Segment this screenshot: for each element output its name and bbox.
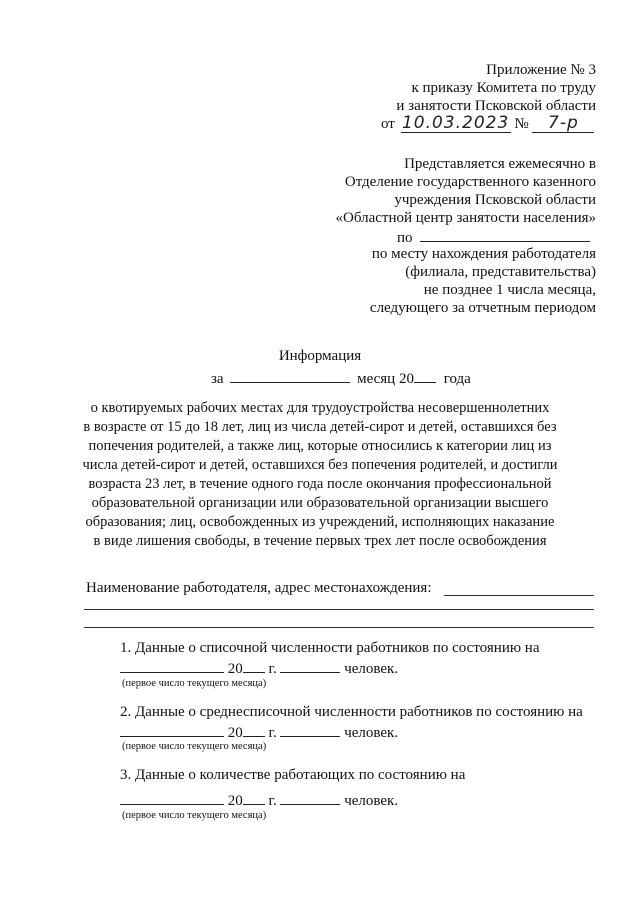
item-2-title: 2. Данные о среднесписочной численности работников по состоянию на xyxy=(120,704,583,720)
desc-line-3: попечения родителей, а также лиц, которые относились к категории лиц из xyxy=(88,438,552,454)
za-label: за xyxy=(211,371,224,387)
from-label: от xyxy=(381,116,395,132)
item-1-year-label: 20 xyxy=(227,661,243,677)
item-3-year-blank[interactable] xyxy=(243,790,265,805)
item-3-fill-line xyxy=(120,790,398,810)
item-2-g-label: г. xyxy=(268,725,277,741)
item-3-g-label: г. xyxy=(268,793,277,809)
item-3-count-blank[interactable] xyxy=(280,790,340,805)
item-1-g-label: г. xyxy=(268,661,277,677)
desc-line-8: в виде лишения свободы, в течение первых трех лет после освобождения xyxy=(93,533,547,549)
item-3-date-blank[interactable] xyxy=(120,790,224,805)
handwritten-number: 7-р xyxy=(532,115,594,133)
appendix-date-line xyxy=(381,115,594,133)
desc-line-1: о квотируемых рабочих местах для трудоустройства несовершеннолетних xyxy=(90,400,550,416)
item-3-people-label: человек. xyxy=(344,793,399,809)
item-1-count-blank[interactable] xyxy=(280,658,340,673)
employer-label: Наименование работодателя, адрес местонахождения: xyxy=(86,580,432,596)
desc-line-5: возраста 23 лет, в течение одного года после окончания профессиональной xyxy=(88,476,552,492)
submission-line-2: Отделение государственного казенного xyxy=(344,174,596,190)
item-3-title: 3. Данные о количестве работающих по состоянию на xyxy=(120,767,466,783)
submission-line-1: Представляется ежемесячно в xyxy=(404,156,596,172)
item-1-date-blank[interactable] xyxy=(120,658,224,673)
item-1-fill-line xyxy=(120,658,398,678)
appendix-line-1: Приложение № 3 xyxy=(486,62,596,78)
po-label: по xyxy=(397,230,413,246)
submission-po-line xyxy=(397,227,590,247)
item-2-year-label: 20 xyxy=(227,725,243,741)
item-1-note: (первое число текущего месяца) xyxy=(122,678,267,689)
item-3-year-label: 20 xyxy=(227,793,243,809)
item-2-year-blank[interactable] xyxy=(243,722,265,737)
item-2-people-label: человек. xyxy=(344,725,399,741)
item-1-people-label: человек. xyxy=(344,661,399,677)
submission-line-6: (филиала, представительства) xyxy=(405,264,596,280)
item-1-year-blank[interactable] xyxy=(243,658,265,673)
item-2-date-blank[interactable] xyxy=(120,722,224,737)
submission-line-3: учреждения Псковской области xyxy=(394,192,596,208)
info-period-line xyxy=(211,368,471,388)
item-2-note: (первое число текущего месяца) xyxy=(122,741,267,752)
month-blank[interactable] xyxy=(230,368,350,383)
appendix-line-2: к приказу Комитета по труду xyxy=(411,80,596,96)
item-1-title: 1. Данные о списочной численности работников по состоянию на xyxy=(120,640,540,656)
item-2-fill-line xyxy=(120,722,398,742)
number-label: № xyxy=(514,116,529,132)
info-title: Информация xyxy=(278,348,362,364)
appendix-line-3: и занятости Псковской области xyxy=(396,98,596,114)
desc-line-7: образования; лиц, освобожденных из учреждений, исполняющих наказание xyxy=(85,514,555,530)
item-2-count-blank[interactable] xyxy=(280,722,340,737)
submission-line-7: не позднее 1 числа месяца, xyxy=(423,282,596,298)
submission-line-8: следующего за отчетным периодом xyxy=(369,300,596,316)
employer-blank-1[interactable] xyxy=(444,595,594,596)
desc-line-6: образовательной организации или образовательной организации высшего xyxy=(91,495,549,511)
month-label: месяц 20 xyxy=(357,371,414,387)
desc-line-2: в возрасте от 15 до 18 лет, лиц из числа детей-сирот и детей, оставшихся без xyxy=(83,419,557,435)
employer-blank-3[interactable] xyxy=(84,627,594,628)
employer-blank-2[interactable] xyxy=(84,609,594,610)
handwritten-date: 10.03.2023 xyxy=(401,113,510,133)
item-3-note: (первое число текущего месяца) xyxy=(122,810,267,821)
year-blank[interactable] xyxy=(414,368,436,383)
submission-line-4: «Областной центр занятости населения» xyxy=(335,210,596,226)
submission-line-5: по месту нахождения работодателя xyxy=(371,246,596,262)
po-blank[interactable] xyxy=(420,227,590,242)
desc-line-4: числа детей-сирот и детей, оставшихся без попечения родителей, и достигли xyxy=(82,457,558,473)
year-label: года xyxy=(443,371,471,387)
